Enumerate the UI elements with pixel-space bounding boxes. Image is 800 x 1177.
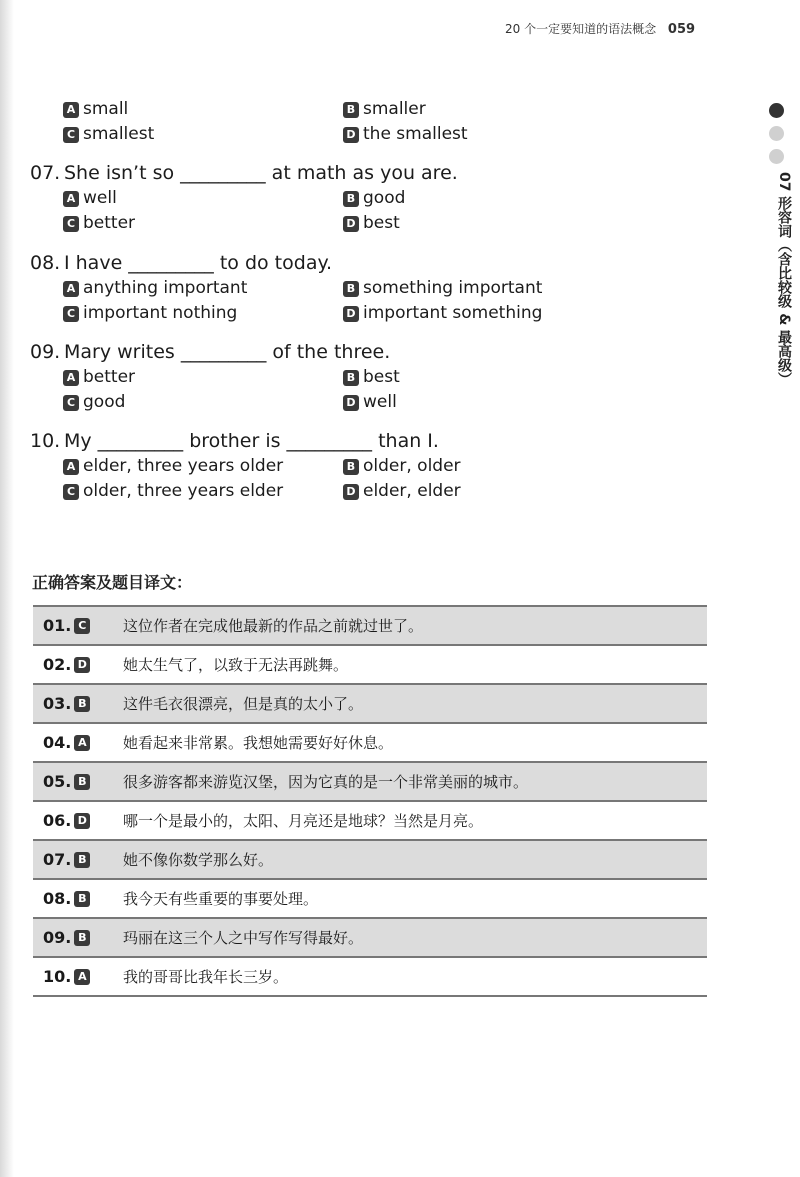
option-b: [343, 277, 542, 300]
option-text: important nothing: [83, 303, 238, 323]
question-stem-line: [30, 160, 730, 187]
answer-row: [33, 800, 707, 839]
question-stem: I have _________ to do today.: [64, 252, 333, 274]
answer-number: [33, 772, 123, 791]
question-stem-line: [30, 428, 730, 455]
answer-translation: 我今天有些重要的事要处理。: [123, 890, 319, 908]
option-letter-badge: B: [343, 102, 359, 118]
option-letter-badge: C: [63, 484, 79, 500]
option-letter-badge: D: [343, 306, 359, 322]
option-letter-badge: C: [63, 306, 79, 322]
option-c: [63, 302, 237, 325]
option-text: smaller: [363, 99, 426, 119]
question-stem: She isn’t so _________ at math as you are.: [64, 162, 458, 184]
option-text: older, older: [363, 456, 461, 476]
option-text: older, three years elder: [83, 481, 284, 501]
question-stem-line: [30, 250, 730, 277]
answer-number: [33, 616, 123, 635]
option-row: [30, 123, 730, 148]
question-stem: Mary writes _________ of the three.: [64, 341, 391, 363]
option-text: good: [363, 188, 406, 208]
option-text: better: [83, 367, 136, 387]
answer-number-text: 10.: [43, 967, 72, 986]
option-text: well: [363, 392, 397, 412]
option-text: small: [83, 99, 129, 119]
option-row: [30, 212, 730, 237]
question-block: [30, 160, 730, 237]
answer-letter-badge: C: [74, 618, 90, 634]
answer-letter-badge: A: [74, 735, 90, 751]
option-row: [30, 366, 730, 391]
option-letter-badge: D: [343, 216, 359, 232]
option-text: better: [83, 213, 136, 233]
option-letter-badge: A: [63, 191, 79, 207]
option-a: [63, 366, 135, 389]
option-a: [63, 277, 247, 300]
option-a: [63, 455, 283, 478]
option-c: [63, 123, 154, 146]
chapter-side-label: 07 形容词（含比较级 & 最高级）: [776, 172, 792, 387]
answer-number: [33, 889, 123, 908]
option-c: [63, 480, 283, 503]
option-a: [63, 187, 117, 210]
answer-letter-badge: B: [74, 852, 90, 868]
answer-number-text: 06.: [43, 811, 72, 830]
option-text: elder, elder: [363, 481, 461, 501]
option-d: [343, 123, 468, 146]
option-b: [343, 366, 400, 389]
answer-translation: 哪一个是最小的，太阳、月亮还是地球？当然是月亮。: [123, 812, 484, 830]
option-row: [30, 277, 730, 302]
chapter-dot-active-icon: [769, 103, 784, 118]
option-d: [343, 391, 397, 414]
chapter-dot-icon: [769, 126, 784, 141]
answer-row: [33, 839, 707, 878]
answers-title: 正确答案及题目译文：: [32, 573, 193, 592]
option-text: something important: [363, 278, 543, 298]
answer-translation: 她太生气了，以致于无法再跳舞。: [123, 656, 349, 674]
answer-row: [33, 605, 707, 644]
option-letter-badge: A: [63, 370, 79, 386]
option-letter-badge: D: [343, 395, 359, 411]
question-number: 07.: [30, 162, 61, 184]
option-text: anything important: [83, 278, 248, 298]
answer-letter-badge: B: [74, 696, 90, 712]
option-letter-badge: C: [63, 127, 79, 143]
option-text: smallest: [83, 124, 155, 144]
header-title: 20 个一定要知道的语法概念: [505, 22, 657, 36]
running-header: [505, 20, 720, 42]
option-letter-badge: B: [343, 191, 359, 207]
option-text: important something: [363, 303, 543, 323]
answer-number: [33, 655, 123, 674]
answer-letter-badge: D: [74, 813, 90, 829]
option-row: [30, 98, 730, 123]
option-b: [343, 98, 426, 121]
answer-table: [33, 605, 707, 997]
option-letter-badge: D: [343, 127, 359, 143]
answer-number-text: 04.: [43, 733, 72, 752]
option-text: well: [83, 188, 117, 208]
answer-number: [33, 733, 123, 752]
answer-number-text: 02.: [43, 655, 72, 674]
page-gutter-shadow: [0, 0, 14, 1177]
option-text: elder, three years older: [83, 456, 284, 476]
option-row: [30, 187, 730, 212]
answer-number: [33, 811, 123, 830]
option-letter-badge: B: [343, 281, 359, 297]
answer-number-text: 01.: [43, 616, 72, 635]
option-row: [30, 480, 730, 505]
question-block: [30, 98, 730, 148]
question-block: [30, 250, 730, 327]
option-letter-badge: C: [63, 395, 79, 411]
chapter-dot-icon: [769, 149, 784, 164]
answer-translation: 很多游客都来游览汉堡，因为它真的是一个非常美丽的城市。: [123, 773, 529, 791]
option-b: [343, 187, 405, 210]
answer-row: [33, 761, 707, 800]
answer-row: [33, 917, 707, 956]
option-a: [63, 98, 128, 121]
answer-row: [33, 956, 707, 997]
answer-row: [33, 722, 707, 761]
option-text: best: [363, 213, 400, 233]
page-number: 059: [667, 22, 696, 37]
option-row: [30, 455, 730, 480]
answer-translation: 玛丽在这三个人之中写作写得最好。: [123, 929, 364, 947]
option-c: [63, 391, 125, 414]
answer-number-text: 09.: [43, 928, 72, 947]
option-text: best: [363, 367, 400, 387]
answer-row: [33, 878, 707, 917]
answer-letter-badge: B: [74, 774, 90, 790]
question-block: [30, 339, 730, 416]
option-letter-badge: D: [343, 484, 359, 500]
answer-letter-badge: D: [74, 657, 90, 673]
option-d: [343, 302, 542, 325]
question-number: 09.: [30, 341, 61, 363]
option-letter-badge: A: [63, 281, 79, 297]
answer-row: [33, 683, 707, 722]
option-b: [343, 455, 461, 478]
option-row: [30, 391, 730, 416]
answer-row: [33, 644, 707, 683]
question-block: [30, 428, 730, 505]
answer-letter-badge: B: [74, 891, 90, 907]
answer-letter-badge: B: [74, 930, 90, 946]
option-c: [63, 212, 135, 235]
answer-translation: 她不像你数学那么好。: [123, 851, 274, 869]
question-stem-line: [30, 339, 730, 366]
option-letter-badge: B: [343, 459, 359, 475]
option-letter-badge: A: [63, 102, 79, 118]
option-letter-badge: B: [343, 370, 359, 386]
option-letter-badge: C: [63, 216, 79, 232]
option-d: [343, 212, 400, 235]
answer-number: [33, 967, 123, 986]
answer-translation: 这位作者在完成他最新的作品之前就过世了。: [123, 617, 424, 635]
question-number: 10.: [30, 430, 61, 452]
answer-number-text: 08.: [43, 889, 72, 908]
option-letter-badge: A: [63, 459, 79, 475]
answer-letter-badge: A: [74, 969, 90, 985]
option-text: good: [83, 392, 126, 412]
option-text: the smallest: [363, 124, 468, 144]
answer-number-text: 05.: [43, 772, 72, 791]
option-row: [30, 302, 730, 327]
answer-translation: 我的哥哥比我年长三岁。: [123, 968, 289, 986]
answer-translation: 这件毛衣很漂亮，但是真的太小了。: [123, 695, 364, 713]
question-number: 08.: [30, 252, 61, 274]
answer-translation: 她看起来非常累。我想她需要好好休息。: [123, 734, 394, 752]
option-d: [343, 480, 461, 503]
question-stem: My _________ brother is _________ than I.: [64, 430, 439, 452]
answer-number-text: 07.: [43, 850, 72, 869]
answer-number-text: 03.: [43, 694, 72, 713]
answer-number: [33, 694, 123, 713]
answer-number: [33, 928, 123, 947]
answer-number: [33, 850, 123, 869]
